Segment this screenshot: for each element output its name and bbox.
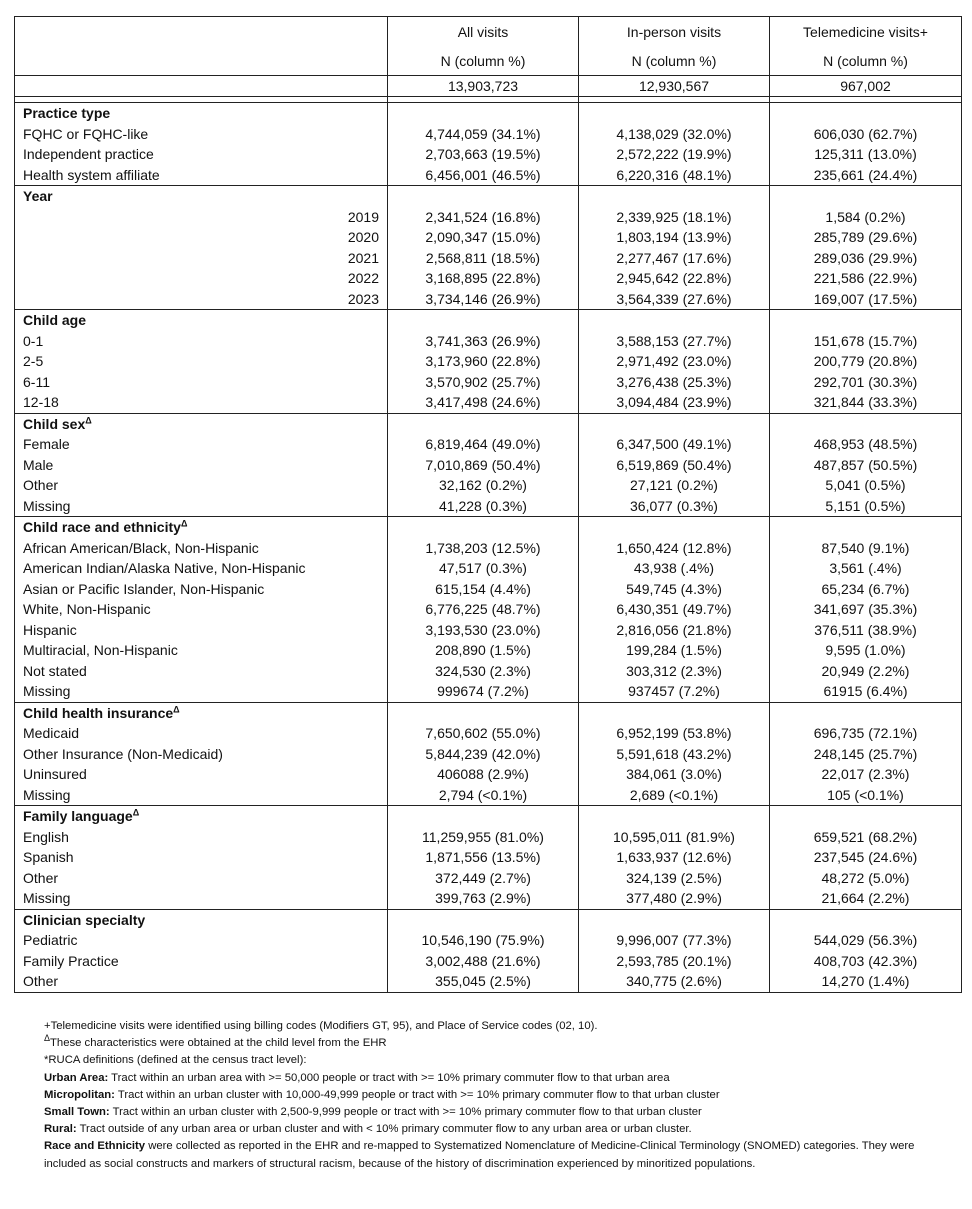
row-label: Other: [15, 475, 388, 496]
section-title: [15, 103, 388, 124]
table-row: [15, 475, 962, 496]
row-label: African American/Black, Non-Hispanic: [15, 538, 388, 559]
section-title: [15, 186, 388, 207]
section-header-child-age: [15, 310, 962, 331]
totals-blank-cell: [15, 76, 388, 97]
value-telemedicine: 289,036 (29.9%): [770, 248, 962, 269]
footnotes: [44, 1018, 924, 1173]
race-ethnicity-term: Race and Ethnicity: [44, 1140, 146, 1153]
value-all-visits: 41,228 (0.3%): [388, 496, 579, 517]
value-telemedicine: 606,030 (62.7%): [770, 124, 962, 145]
table-row: [15, 351, 962, 372]
value-in-person: 6,519,869 (50.4%): [579, 455, 770, 476]
table-body: [15, 17, 962, 993]
footnote-child-level: [44, 1035, 924, 1052]
value-in-person: 303,312 (2.3%): [579, 661, 770, 682]
row-label: Medicaid: [15, 723, 388, 744]
table-row: [15, 558, 962, 579]
delta-symbol: Δ: [44, 1033, 51, 1044]
value-all-visits: 399,763 (2.9%): [388, 888, 579, 909]
delta-symbol: Δ: [132, 807, 140, 818]
value-telemedicine: 151,678 (15.7%): [770, 331, 962, 352]
section-header-practice-type: [15, 103, 962, 124]
value-telemedicine: 1,584 (0.2%): [770, 207, 962, 228]
value-telemedicine: 87,540 (9.1%): [770, 538, 962, 559]
value-all-visits: 1,871,556 (13.5%): [388, 847, 579, 868]
section-title: [15, 702, 388, 723]
total-telemedicine: 967,002: [770, 76, 962, 97]
row-label: American Indian/Alaska Native, Non-Hispanic: [15, 558, 388, 579]
section-title-text: Child sex: [23, 415, 86, 432]
table-row: [15, 496, 962, 517]
section-header-empty-cell: [579, 909, 770, 930]
row-label: Missing: [15, 681, 388, 702]
value-all-visits: 355,045 (2.5%): [388, 971, 579, 992]
col-header-telemedicine: Telemedicine visits+: [770, 17, 962, 48]
table-row: [15, 930, 962, 951]
table-row: [15, 392, 962, 413]
section-title: [15, 806, 388, 827]
section-title-text: Clinician specialty: [23, 911, 146, 928]
value-telemedicine: 468,953 (48.5%): [770, 434, 962, 455]
value-all-visits: 324,530 (2.3%): [388, 661, 579, 682]
subheader-telemedicine: N (column %): [770, 47, 962, 76]
value-all-visits: 3,193,530 (23.0%): [388, 620, 579, 641]
table-row: [15, 248, 962, 269]
section-header-empty-cell: [770, 517, 962, 538]
table-row: [15, 785, 962, 806]
table-row: [15, 372, 962, 393]
section-header-empty-cell: [579, 310, 770, 331]
section-header-empty-cell: [770, 806, 962, 827]
total-all: 13,903,723: [388, 76, 579, 97]
section-header-empty-cell: [579, 413, 770, 434]
row-label: Independent practice: [15, 144, 388, 165]
value-all-visits: 2,794 (<0.1%): [388, 785, 579, 806]
value-in-person: 1,803,194 (13.9%): [579, 227, 770, 248]
section-header-empty-cell: [770, 413, 962, 434]
value-telemedicine: 9,595 (1.0%): [770, 640, 962, 661]
table-row: [15, 124, 962, 145]
value-all-visits: 999674 (7.2%): [388, 681, 579, 702]
race-ethnicity-definition: were collected as reported in the EHR and re-mapped to Systematized Nomenclature of Medicine-Clinical Terminology (SNOMED) categories. They were included as social constructs and markers of structural racism, because of the history of discrimination experienced by minoritized populations.: [44, 1140, 915, 1170]
table-row: [15, 723, 962, 744]
table-row: [15, 144, 962, 165]
value-in-person: 199,284 (1.5%): [579, 640, 770, 661]
footnote-race-ethnicity: [44, 1138, 924, 1172]
value-all-visits: 4,744,059 (34.1%): [388, 124, 579, 145]
value-in-person: 2,277,467 (17.6%): [579, 248, 770, 269]
subheader-blank-cell: [15, 47, 388, 76]
micropolitan-term: Micropolitan:: [44, 1088, 115, 1101]
section-title-text: Child race and ethnicity: [23, 519, 181, 536]
value-in-person: 384,061 (3.0%): [579, 764, 770, 785]
value-all-visits: 2,703,663 (19.5%): [388, 144, 579, 165]
section-title: [15, 310, 388, 331]
row-label: Uninsured: [15, 764, 388, 785]
rural-term: Rural:: [44, 1123, 77, 1136]
value-all-visits: 47,517 (0.3%): [388, 558, 579, 579]
row-label: 2021: [15, 248, 388, 269]
demographics-table: [14, 16, 962, 993]
row-label: 2022: [15, 268, 388, 289]
value-all-visits: 3,417,498 (24.6%): [388, 392, 579, 413]
value-all-visits: 6,776,225 (48.7%): [388, 599, 579, 620]
value-in-person: 1,633,937 (12.6%): [579, 847, 770, 868]
small-town-definition: Tract within an urban cluster with 2,500-9,999 people or tract with >= 10% primary commuter flow to that urban cluster: [109, 1106, 702, 1119]
value-telemedicine: 105 (<0.1%): [770, 785, 962, 806]
delta-symbol: Δ: [173, 704, 180, 715]
row-label: Missing: [15, 888, 388, 909]
value-telemedicine: 237,545 (24.6%): [770, 847, 962, 868]
value-in-person: 2,339,925 (18.1%): [579, 207, 770, 228]
table-row: [15, 579, 962, 600]
rural-definition: Tract outside of any urban area or urban cluster and with < 10% primary commuter flow to any urban area or urban cluster.: [76, 1123, 692, 1136]
table-row: [15, 620, 962, 641]
table-row: [15, 951, 962, 972]
row-label: 2020: [15, 227, 388, 248]
value-telemedicine: 65,234 (6.7%): [770, 579, 962, 600]
value-all-visits: 208,890 (1.5%): [388, 640, 579, 661]
row-label: 12-18: [15, 392, 388, 413]
value-in-person: 3,094,484 (23.9%): [579, 392, 770, 413]
footnote-rural: [44, 1121, 924, 1138]
row-label: Missing: [15, 785, 388, 806]
section-header-empty-cell: [579, 702, 770, 723]
small-town-term: Small Town:: [44, 1106, 110, 1119]
section-header-empty-cell: [388, 909, 579, 930]
value-in-person: 10,595,011 (81.9%): [579, 827, 770, 848]
header-blank-cell: [15, 17, 388, 48]
row-label: 0-1: [15, 331, 388, 352]
row-label: Missing: [15, 496, 388, 517]
value-telemedicine: 61915 (6.4%): [770, 681, 962, 702]
value-in-person: 2,816,056 (21.8%): [579, 620, 770, 641]
value-telemedicine: 341,697 (35.3%): [770, 599, 962, 620]
row-label: Male: [15, 455, 388, 476]
section-header-year: [15, 186, 962, 207]
value-all-visits: 5,844,239 (42.0%): [388, 744, 579, 765]
section-title-text: Practice type: [23, 105, 111, 122]
row-label: 6-11: [15, 372, 388, 393]
section-header-empty-cell: [388, 413, 579, 434]
value-in-person: 2,971,492 (23.0%): [579, 351, 770, 372]
value-all-visits: 1,738,203 (12.5%): [388, 538, 579, 559]
row-label: Other: [15, 868, 388, 889]
urban-definition: Tract within an urban area with >= 50,000 people or tract with >= 10% primary commuter flow to that urban area: [108, 1071, 670, 1084]
value-in-person: 9,996,007 (77.3%): [579, 930, 770, 951]
value-in-person: 2,593,785 (20.1%): [579, 951, 770, 972]
value-telemedicine: 21,664 (2.2%): [770, 888, 962, 909]
table-row: [15, 455, 962, 476]
value-telemedicine: 376,511 (38.9%): [770, 620, 962, 641]
value-all-visits: 32,162 (0.2%): [388, 475, 579, 496]
value-all-visits: 3,173,960 (22.8%): [388, 351, 579, 372]
footnote-ruca: *RUCA definitions (defined at the census tract level):: [44, 1054, 307, 1067]
row-label: 2023: [15, 289, 388, 310]
value-all-visits: 6,456,001 (46.5%): [388, 165, 579, 186]
col-header-in-person: In-person visits: [579, 17, 770, 48]
value-telemedicine: 292,701 (30.3%): [770, 372, 962, 393]
value-telemedicine: 235,661 (24.4%): [770, 165, 962, 186]
value-telemedicine: 20,949 (2.2%): [770, 661, 962, 682]
section-header-empty-cell: [388, 806, 579, 827]
section-title-text: Child age: [23, 312, 87, 329]
table-row: [15, 434, 962, 455]
table-row: [15, 764, 962, 785]
value-in-person: 43,938 (.4%): [579, 558, 770, 579]
subheader-row: [15, 47, 962, 76]
value-in-person: 5,591,618 (43.2%): [579, 744, 770, 765]
value-telemedicine: 22,017 (2.3%): [770, 764, 962, 785]
value-all-visits: 10,546,190 (75.9%): [388, 930, 579, 951]
section-header-empty-cell: [388, 186, 579, 207]
section-header-empty-cell: [770, 702, 962, 723]
col-header-all-visits: All visits: [388, 17, 579, 48]
row-label: Other Insurance (Non-Medicaid): [15, 744, 388, 765]
row-label: White, Non-Hispanic: [15, 599, 388, 620]
value-telemedicine: 3,561 (.4%): [770, 558, 962, 579]
subheader-all: N (column %): [388, 47, 579, 76]
row-label: Female: [15, 434, 388, 455]
table-row: [15, 661, 962, 682]
value-in-person: 36,077 (0.3%): [579, 496, 770, 517]
value-all-visits: 7,010,869 (50.4%): [388, 455, 579, 476]
value-in-person: 2,572,222 (19.9%): [579, 144, 770, 165]
value-all-visits: 372,449 (2.7%): [388, 868, 579, 889]
row-label: FQHC or FQHC-like: [15, 124, 388, 145]
section-header-empty-cell: [579, 806, 770, 827]
footnote-micropolitan: [44, 1087, 924, 1104]
table-row: [15, 868, 962, 889]
row-label: English: [15, 827, 388, 848]
row-label: Health system affiliate: [15, 165, 388, 186]
section-header-child-health-insurance: [15, 702, 962, 723]
section-header-empty-cell: [579, 517, 770, 538]
value-telemedicine: 14,270 (1.4%): [770, 971, 962, 992]
value-all-visits: 615,154 (4.4%): [388, 579, 579, 600]
section-header-child-race-and-ethnicity: [15, 517, 962, 538]
value-all-visits: 2,341,524 (16.8%): [388, 207, 579, 228]
section-title-text: Child health insurance: [23, 704, 174, 721]
section-header-family-language: [15, 806, 962, 827]
value-telemedicine: 487,857 (50.5%): [770, 455, 962, 476]
table-row: [15, 227, 962, 248]
value-in-person: 6,952,199 (53.8%): [579, 723, 770, 744]
table-row: [15, 331, 962, 352]
value-in-person: 1,650,424 (12.8%): [579, 538, 770, 559]
table-row: [15, 971, 962, 992]
value-all-visits: 11,259,955 (81.0%): [388, 827, 579, 848]
value-telemedicine: 5,151 (0.5%): [770, 496, 962, 517]
section-header-empty-cell: [770, 103, 962, 124]
subheader-in-person: N (column %): [579, 47, 770, 76]
table-row: [15, 289, 962, 310]
value-in-person: 6,220,316 (48.1%): [579, 165, 770, 186]
section-header-empty-cell: [388, 517, 579, 538]
table-row: [15, 744, 962, 765]
table-row: [15, 827, 962, 848]
value-all-visits: 2,090,347 (15.0%): [388, 227, 579, 248]
value-in-person: 6,347,500 (49.1%): [579, 434, 770, 455]
section-title-text: Year: [23, 188, 53, 205]
footnote-telemedicine: +Telemedicine visits were identified using billing codes (Modifiers GT, 95), and Place of Service codes (02, 10).: [44, 1020, 598, 1032]
value-all-visits: 406088 (2.9%): [388, 764, 579, 785]
value-telemedicine: 659,521 (68.2%): [770, 827, 962, 848]
value-in-person: 3,276,438 (25.3%): [579, 372, 770, 393]
section-header-empty-cell: [579, 103, 770, 124]
section-header-empty-cell: [388, 103, 579, 124]
totals-row: [15, 76, 962, 97]
value-telemedicine: 221,586 (22.9%): [770, 268, 962, 289]
delta-symbol: Δ: [85, 415, 92, 426]
footnote-child-level-text: These characteristics were obtained at the child level from the EHR: [50, 1037, 387, 1050]
value-all-visits: 3,570,902 (25.7%): [388, 372, 579, 393]
value-telemedicine: 321,844 (33.3%): [770, 392, 962, 413]
section-title-text: Family language: [23, 808, 133, 825]
row-label: Asian or Pacific Islander, Non-Hispanic: [15, 579, 388, 600]
section-title: [15, 909, 388, 930]
value-in-person: 2,689 (<0.1%): [579, 785, 770, 806]
table-row: [15, 888, 962, 909]
section-header-empty-cell: [388, 310, 579, 331]
value-telemedicine: 408,703 (42.3%): [770, 951, 962, 972]
row-label: 2019: [15, 207, 388, 228]
section-title: [15, 517, 388, 538]
value-in-person: 6,430,351 (49.7%): [579, 599, 770, 620]
header-row: [15, 17, 962, 48]
section-header-empty-cell: [770, 310, 962, 331]
value-telemedicine: 200,779 (20.8%): [770, 351, 962, 372]
table-row: [15, 640, 962, 661]
table-row: [15, 165, 962, 186]
table-row: [15, 268, 962, 289]
total-in-person: 12,930,567: [579, 76, 770, 97]
value-telemedicine: 5,041 (0.5%): [770, 475, 962, 496]
table-row: [15, 847, 962, 868]
row-label: Family Practice: [15, 951, 388, 972]
row-label: Spanish: [15, 847, 388, 868]
section-title: [15, 413, 388, 434]
section-header-empty-cell: [770, 186, 962, 207]
urban-term: Urban Area:: [44, 1071, 109, 1084]
value-all-visits: 7,650,602 (55.0%): [388, 723, 579, 744]
row-label: Hispanic: [15, 620, 388, 641]
value-in-person: 340,775 (2.6%): [579, 971, 770, 992]
value-telemedicine: 125,311 (13.0%): [770, 144, 962, 165]
value-in-person: 549,745 (4.3%): [579, 579, 770, 600]
value-in-person: 377,480 (2.9%): [579, 888, 770, 909]
value-in-person: 937457 (7.2%): [579, 681, 770, 702]
row-label: Pediatric: [15, 930, 388, 951]
value-all-visits: 6,819,464 (49.0%): [388, 434, 579, 455]
value-telemedicine: 696,735 (72.1%): [770, 723, 962, 744]
value-telemedicine: 169,007 (17.5%): [770, 289, 962, 310]
micropolitan-definition: Tract within an urban cluster with 10,000-49,999 people or tract with >= 10% primary commuter flow to that urban cluster: [114, 1088, 720, 1101]
row-label: Multiracial, Non-Hispanic: [15, 640, 388, 661]
value-in-person: 3,588,153 (27.7%): [579, 331, 770, 352]
row-label: Not stated: [15, 661, 388, 682]
value-telemedicine: 48,272 (5.0%): [770, 868, 962, 889]
footnote-urban: [44, 1070, 924, 1087]
value-in-person: 4,138,029 (32.0%): [579, 124, 770, 145]
value-telemedicine: 544,029 (56.3%): [770, 930, 962, 951]
table-row: [15, 599, 962, 620]
section-header-child-sex: [15, 413, 962, 434]
value-telemedicine: 248,145 (25.7%): [770, 744, 962, 765]
row-label: 2-5: [15, 351, 388, 372]
value-all-visits: 2,568,811 (18.5%): [388, 248, 579, 269]
value-all-visits: 3,734,146 (26.9%): [388, 289, 579, 310]
value-telemedicine: 285,789 (29.6%): [770, 227, 962, 248]
table-row: [15, 681, 962, 702]
footnote-small-town: [44, 1104, 924, 1121]
section-header-empty-cell: [388, 702, 579, 723]
table-row: [15, 538, 962, 559]
value-in-person: 27,121 (0.2%): [579, 475, 770, 496]
section-header-clinician-specialty: [15, 909, 962, 930]
delta-symbol: Δ: [180, 518, 188, 529]
value-in-person: 2,945,642 (22.8%): [579, 268, 770, 289]
value-in-person: 324,139 (2.5%): [579, 868, 770, 889]
table-row: [15, 207, 962, 228]
row-label: Other: [15, 971, 388, 992]
section-header-empty-cell: [579, 186, 770, 207]
section-header-empty-cell: [770, 909, 962, 930]
value-all-visits: 3,002,488 (21.6%): [388, 951, 579, 972]
value-all-visits: 3,741,363 (26.9%): [388, 331, 579, 352]
value-in-person: 3,564,339 (27.6%): [579, 289, 770, 310]
value-all-visits: 3,168,895 (22.8%): [388, 268, 579, 289]
